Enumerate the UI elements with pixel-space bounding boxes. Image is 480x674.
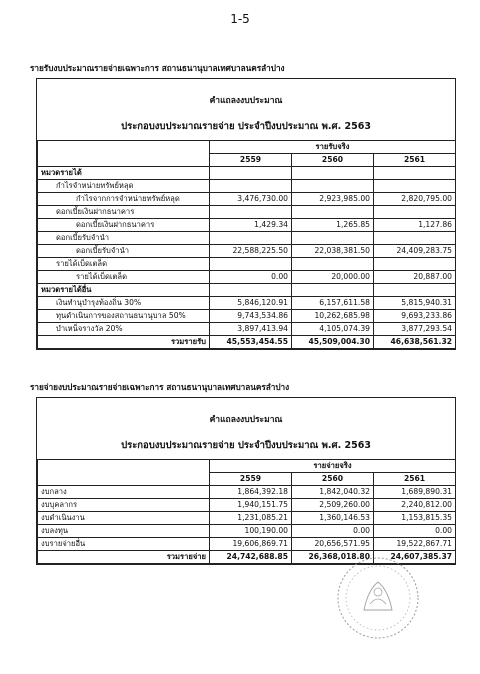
income-row-value <box>292 166 374 179</box>
income-table-row <box>38 309 456 322</box>
expense-year-2560: 2560 <box>292 473 374 486</box>
income-row-label: ดอกเบี้ยรับจำนำ <box>38 231 210 244</box>
income-row-label: ดอกเบี้ยรับจำนำ <box>38 244 210 257</box>
income-row-value: 1,127.86 <box>374 218 456 231</box>
income-total-value: 45,553,454.55 <box>210 335 292 348</box>
income-year-2559: 2559 <box>210 154 292 167</box>
expense-row-value: 2,240,812.00 <box>374 498 456 511</box>
income-row-value: 20,887.00 <box>374 270 456 283</box>
official-seal-icon <box>334 554 422 642</box>
expense-row-label: งบดำเนินงาน <box>38 511 210 524</box>
income-table-row <box>38 179 456 192</box>
income-row-value <box>374 283 456 296</box>
income-row-label: กำไรจำหน่ายทรัพย์หลุด <box>38 179 210 192</box>
expense-header-group-row <box>38 460 456 473</box>
income-total-row <box>38 335 456 348</box>
income-row-value <box>292 179 374 192</box>
income-row-value: 24,409,283.75 <box>374 244 456 257</box>
income-row-value: 9,693,233.86 <box>374 309 456 322</box>
expense-row-value: 1,689,890.31 <box>374 485 456 498</box>
income-table-row <box>38 231 456 244</box>
income-row-value <box>292 205 374 218</box>
expense-table-row <box>38 485 456 498</box>
income-row-value: 1,429.34 <box>210 218 292 231</box>
income-row-value <box>374 231 456 244</box>
expense-row-value: 1,153,815.35 <box>374 511 456 524</box>
expense-total-label: รวมรายจ่าย <box>38 550 210 563</box>
income-row-label: ดอกเบี้ยเงินฝากธนาคาร <box>38 218 210 231</box>
expense-row-value: 1,864,392.18 <box>210 485 292 498</box>
income-row-value <box>292 231 374 244</box>
income-row-label: ดอกเบี้ยเงินฝากธนาคาร <box>38 205 210 218</box>
expense-year-2561: 2561 <box>374 473 456 486</box>
expense-table-row <box>38 524 456 537</box>
income-row-value: 6,157,611.58 <box>292 296 374 309</box>
expense-table-row <box>38 511 456 524</box>
income-table-row <box>38 244 456 257</box>
expense-year-2559: 2559 <box>210 473 292 486</box>
income-group-header: รายรับจริง <box>210 141 456 154</box>
income-row-label: รายได้เบ็ดเตล็ด <box>38 270 210 283</box>
expense-total-value: 26,368,018.80 <box>292 550 374 563</box>
expense-subheading: ประกอบงบประมาณรายจ่าย ประจำปีงบประมาณ พ.ศ. 2563 <box>121 440 371 451</box>
income-row-value <box>374 179 456 192</box>
expense-row-value: 2,509,260.00 <box>292 498 374 511</box>
income-total-value: 45,509,004.30 <box>292 335 374 348</box>
income-row-value: 10,262,685.98 <box>292 309 374 322</box>
income-row-value: 5,846,120.91 <box>210 296 292 309</box>
income-row-label: บำเหน็จรางวัล 20% <box>38 322 210 335</box>
income-row-value <box>210 231 292 244</box>
income-year-2561: 2561 <box>374 154 456 167</box>
income-row-value: 3,897,413.94 <box>210 322 292 335</box>
expense-row-value: 1,842,040.32 <box>292 485 374 498</box>
income-statement-frame <box>36 78 456 350</box>
income-row-label: หมวดรายได้ <box>38 166 210 179</box>
income-row-label: ทุนดำเนินการของสถานธนานุบาล 50% <box>38 309 210 322</box>
income-row-value: 9,743,534.86 <box>210 309 292 322</box>
income-table-row <box>38 257 456 270</box>
income-table-row <box>38 218 456 231</box>
income-row-value <box>374 205 456 218</box>
income-table-row <box>38 192 456 205</box>
expense-statement-frame <box>36 397 456 565</box>
expense-row-label: งบกลาง <box>38 485 210 498</box>
expense-label-header-cell <box>38 460 210 486</box>
expense-heading: คำแถลงงบประมาณ <box>209 415 283 425</box>
income-row-value <box>210 257 292 270</box>
expense-row-value: 0.00 <box>374 524 456 537</box>
income-row-value <box>292 283 374 296</box>
income-row-value: 0.00 <box>210 270 292 283</box>
expense-total-value: 24,742,688.85 <box>210 550 292 563</box>
expense-section-title: รายจ่ายงบประมาณรายจ่ายเฉพาะการ สถานธนานุบาลเทศบาลนครลำปาง <box>30 382 290 392</box>
expense-row-label: งบรายจ่ายอื่น <box>38 537 210 550</box>
expense-row-value: 100,190.00 <box>210 524 292 537</box>
income-row-value: 22,038,381.50 <box>292 244 374 257</box>
expense-table <box>37 459 456 564</box>
expense-table-row <box>38 498 456 511</box>
income-table <box>37 140 456 349</box>
income-total-label: รวมรายรับ <box>38 335 210 348</box>
expense-row-value: 19,522,867.71 <box>374 537 456 550</box>
income-row-value: 22,588,225.50 <box>210 244 292 257</box>
expense-row-value: 20,656,571.95 <box>292 537 374 550</box>
income-row-value <box>374 166 456 179</box>
income-heading: คำแถลงงบประมาณ <box>209 96 283 106</box>
income-row-value: 20,000.00 <box>292 270 374 283</box>
expense-row-value: 1,231,085.21 <box>210 511 292 524</box>
income-table-row <box>38 166 456 179</box>
expense-table-row <box>38 537 456 550</box>
income-subheading: ประกอบงบประมาณรายจ่าย ประจำปีงบประมาณ พ.ศ. 2563 <box>121 121 371 132</box>
income-row-value: 4,105,074.39 <box>292 322 374 335</box>
income-total-value: 46,638,561.32 <box>374 335 456 348</box>
page-number: 1-5 <box>230 12 250 26</box>
income-year-2560: 2560 <box>292 154 374 167</box>
income-table-row <box>38 270 456 283</box>
income-table-row <box>38 205 456 218</box>
expense-group-header: รายจ่ายจริง <box>210 460 456 473</box>
income-row-value: 2,923,985.00 <box>292 192 374 205</box>
expense-row-value: 19,606,869.71 <box>210 537 292 550</box>
income-row-value: 3,476,730.00 <box>210 192 292 205</box>
income-row-value <box>210 283 292 296</box>
income-row-value <box>210 179 292 192</box>
income-row-value <box>292 257 374 270</box>
income-row-value <box>210 205 292 218</box>
expense-row-value: 1,940,151.75 <box>210 498 292 511</box>
expense-row-value: 1,360,146.53 <box>292 511 374 524</box>
expense-row-label: งบลงทุน <box>38 524 210 537</box>
income-row-label: รายได้เบ็ดเตล็ด <box>38 257 210 270</box>
income-section-title: รายรับงบประมาณรายจ่ายเฉพาะการ สถานธนานุบาลเทศบาลนครลำปาง <box>30 63 285 73</box>
income-row-value <box>210 166 292 179</box>
income-row-value: 5,815,940.31 <box>374 296 456 309</box>
income-row-label: หมวดรายได้อื่น <box>38 283 210 296</box>
income-row-value: 3,877,293.54 <box>374 322 456 335</box>
income-table-row <box>38 296 456 309</box>
income-table-row <box>38 283 456 296</box>
expense-total-value: 24,607,385.37 <box>374 550 456 563</box>
income-row-value: 2,820,795.00 <box>374 192 456 205</box>
expense-row-value: 0.00 <box>292 524 374 537</box>
income-label-header-cell <box>38 141 210 167</box>
income-row-value <box>374 257 456 270</box>
income-row-label: กำไรจากการจำหน่ายทรัพย์หลุด <box>38 192 210 205</box>
income-header-group-row <box>38 141 456 154</box>
expense-row-label: งบบุคลากร <box>38 498 210 511</box>
income-row-label: เงินทำนุบำรุงท้องถิ่น 30% <box>38 296 210 309</box>
income-table-row <box>38 322 456 335</box>
income-row-value: 1,265.85 <box>292 218 374 231</box>
